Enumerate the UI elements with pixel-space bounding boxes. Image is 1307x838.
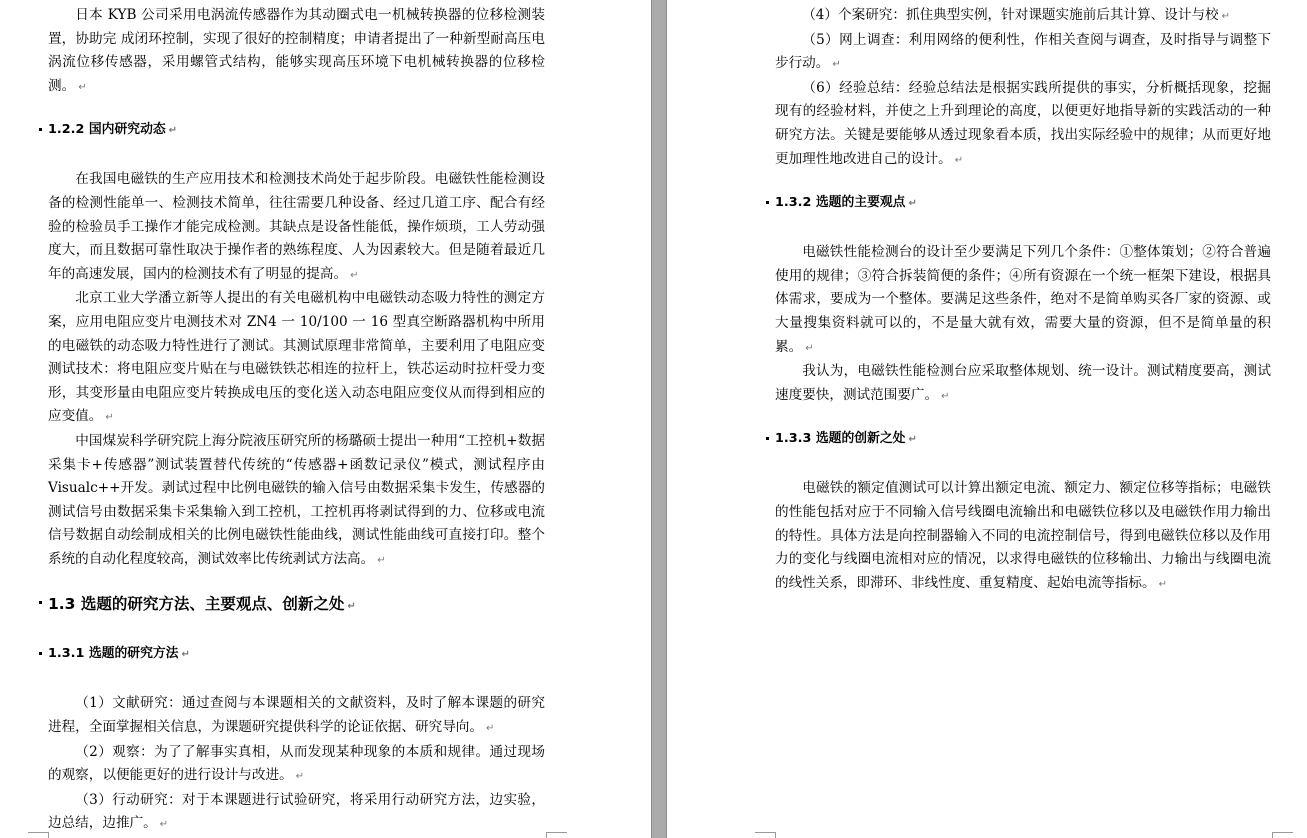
heading-1-3[interactable] [48,592,545,619]
paragraph-mark: ↵ [832,59,841,71]
paragraph-mark: ↵ [908,434,917,446]
paragraph-mark: ↵ [486,723,495,735]
heading-text: 1.3.1 选题的研究方法 [48,646,179,662]
paragraph-text: （4）个案研究：抓住典型实例，针对课题实施前后其计算、设计与校 [802,7,1219,23]
paragraph[interactable] [775,477,1271,596]
paragraph-text: 电磁铁性能检测台的设计至少要满足下列几个条件：①整体策划；②符合普遍使用的规律；③符合拆装简便的条件；④所有资源在一个统一框架下建设，根据具体需求，要成为一个整体。要满足这些条件，绝对不是简单购买各厂家的资源、或大量搜集资料就可以的，不是量大就有效，需要大量的资源，但不是简单量的积累。 [775,244,1271,355]
paragraph-text: 中国煤炭科学研究院上海分院液压研究所的杨璐硕士提出一种用“工控机+数据采集卡+传感器”测试装置替代传统的“传感器+函数记录仪”模式，测试程序由 Visualc++开发。剥试过程中比例电磁铁的输入信号由数据采集卡发生，传感器的测试信号由数据采集卡采集输入到工控机，工控机再将剥试得到的力、位移或电流信号数据自动绘制成相关的比例电磁铁性能曲线，测试性能曲线可直接打印。整个系统的自动化程度较高，测试效率比传统剥试方法高。 [48,432,545,567]
paragraph-mark: ↵ [105,412,114,424]
paragraph[interactable] [775,360,1271,408]
heading-1-3-1[interactable] [48,643,545,666]
paragraph-text: （1）文献研究：通过查阅与本课题相关的文献资料，及时了解本课题的研究进程，全面掌握相关信息，为课题研究提供科学的论证依据、研究导向。 [48,695,545,736]
paragraph-text: 电磁铁的额定值测试可以计算出额定电流、额定力、额定位移等指标；电磁铁的性能包括对应于不同输入信号线圈电流输出和电磁铁位移以及电磁铁作用力输出的特性。具体方法是向控制器输入不同的电流控制信号，得到电磁铁位移以及作用力的变化与线圈电流相对应的情况，以求得电磁铁的位移输出、力输出与线圈电流的线性关系，即滞环、非线性度、重复精度、起始电流等指标。 [775,480,1271,591]
heading-1-3-3[interactable] [775,428,1271,451]
paragraph-text: （2）观察：为了了解事实真相，从而发现某种现象的本质和规律。通过现场的观察，以便能更好的进行设计与改进。 [48,743,545,784]
heading-1-2-2[interactable] [48,119,545,142]
method-item[interactable] [775,29,1271,77]
paragraph[interactable] [775,241,1271,360]
paragraph-mark: ↵ [908,198,917,210]
heading-text: 1.2.2 国内研究动态 [48,122,166,138]
paragraph-text: 我认为，电磁铁性能检测台应采取整体规划、统一设计。测试精度要高，测试速度要快，测试范围要广。 [775,363,1271,403]
paragraph-mark: ↵ [181,649,190,661]
document-page-left [0,0,651,838]
paragraph-mark: ↵ [805,342,814,354]
heading-bullet [39,652,42,655]
paragraph-mark: ↵ [347,601,356,613]
paragraph-mark: ↵ [168,125,178,137]
document-page-right [667,0,1307,838]
paragraph-text: 日本 KYB 公司采用电涡流传感器作为其动圈式电一机械转换器的位移检测装置，协助完 成闭环控制，实现了很好的控制精度；申请者提出了一种新型耐高压电涡流位移传感器，采用螺管式结构，能够实现高压环境下电机械转换器的位移检测。 [48,7,545,94]
page-corner-mark [755,832,776,838]
heading-text: 1.3.2 选题的主要观点 [775,195,906,211]
heading-text: 1.3 选题的研究方法、主要观点、创新之处 [48,595,345,614]
paragraph[interactable] [48,4,545,99]
paragraph-mark: ↵ [954,154,964,166]
method-item[interactable] [775,77,1271,172]
paragraph-text: （6）经验总结：经验总结法是根据实践所提供的事实，分析概括现象，挖掘现有的经验材料，并使之上升到理论的高度，以便更好地指导新的实践活动的一种研究方法。关键是要能够从透过现象看本质，找出实际经验中的规律；从而更好地更加理性地改进自己的设计。 [775,79,1271,167]
method-item[interactable] [775,4,1271,29]
paragraph-mark: ↵ [1158,578,1168,590]
paragraph-mark: ↵ [159,819,169,831]
page-body [775,4,1271,596]
paragraph-mark: ↵ [941,390,950,402]
paragraph-mark: ↵ [350,269,359,281]
paragraph-mark: ↵ [295,771,305,783]
method-item[interactable] [48,789,545,837]
heading-bullet [39,128,42,131]
page-body [48,4,545,837]
paragraph-text: 在我国电磁铁的生产应用技术和检测技术尚处于起步阶段。电磁铁性能检测设备的检测性能单一、检测技术简单，往往需要几种设备、经过几道工序、配合有经验的检验员手工操作才能完成检测。其缺点是设备性能低，操作烦琐，工人劳动强度大，而且数据可靠性取决于操作者的熟练程度、人为因素较大。但是随着最近几年的高速发展，国内的检测技术有了明显的提高。 [48,171,545,282]
paragraph-text: 北京工业大学潘立新等人提出的有关电磁机构中电磁铁动态吸力特性的测定方案，应用电阻应变片电测技术对 ZN4 一 10/100 一 16 型真空断路器机构中所用的电磁铁的动态吸力特性进行了测试。其测试原理非常简单，主要利用了电阻应变测试技术：将电阻应变片贴在与电磁铁铁芯相连的拉杆上，铁芯运动时拉杆受力变形，其变形量由电阻应变片转换成电压的变化送入动态电阻应变仪从而得到相应的应变值。 [48,290,545,425]
paragraph-text: （5）网上调查：利用网络的便利性，作相关查阅与调查，及时指导与调整下步行动。 [775,31,1271,72]
page-corner-mark [546,832,567,838]
method-item[interactable] [48,741,545,789]
paragraph-text: （3）行动研究：对于本课题进行试验研究，将采用行动研究方法，边实验，边总结，边推广。 [48,791,545,832]
heading-text: 1.3.3 选题的创新之处 [775,431,906,447]
paragraph[interactable] [48,287,545,430]
paragraph-mark: ↵ [377,554,386,566]
page-corner-mark [1272,832,1293,838]
page-gap-divider [651,0,652,838]
paragraph[interactable] [48,168,545,287]
heading-bullet [39,601,42,604]
method-item[interactable] [48,692,545,740]
heading-bullet [766,437,769,440]
heading-1-3-2[interactable] [775,192,1271,215]
paragraph-mark: ↵ [1221,11,1231,22]
paragraph[interactable] [48,430,545,573]
page-corner-mark [28,832,49,838]
paragraph-mark: ↵ [78,81,87,93]
heading-bullet [766,201,769,204]
